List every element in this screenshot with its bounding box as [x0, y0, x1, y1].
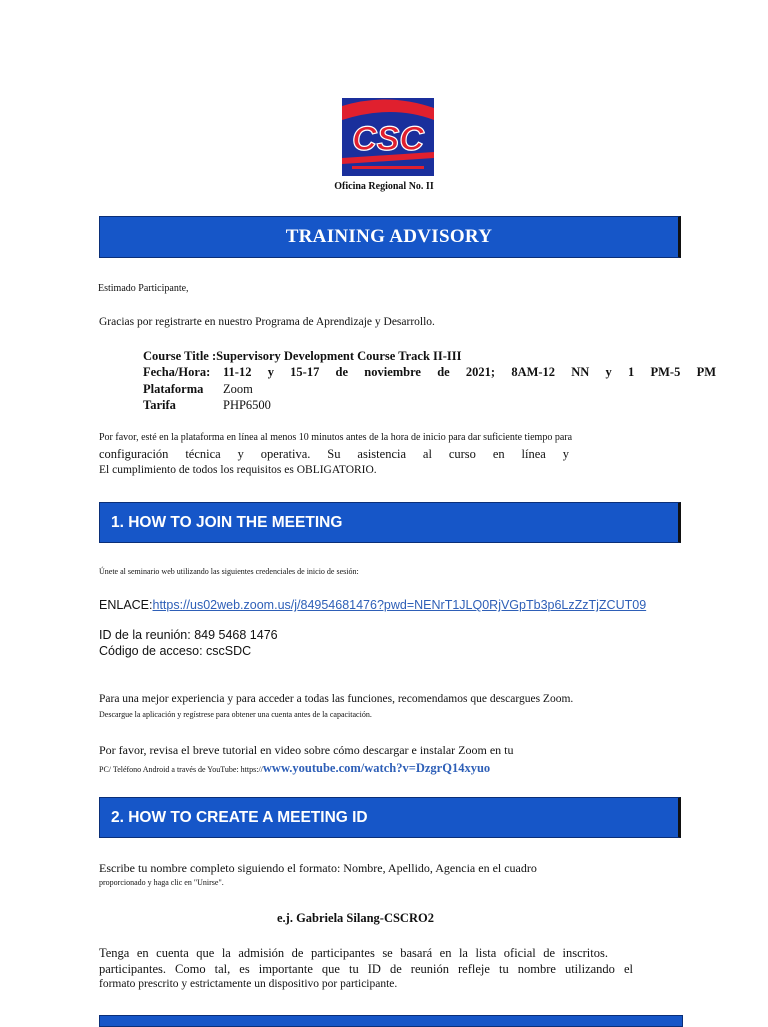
course-title-label: Course Title : [143, 349, 217, 363]
name-format-text: Escribe tu nombre completo siguiendo el formato: Nombre, Apellido, Agencia en el cuadro [99, 861, 537, 875]
meeting-id: ID de la reunión: 849 5468 1476 [99, 628, 278, 642]
tutorial-link-prefix: PC/ Teléfono Android a través de YouTube: https:// [99, 765, 263, 774]
tutorial-text: Por favor, revisa el breve tutorial en video sobre cómo descargar e instalar Zoom en tu [99, 743, 514, 757]
meeting-passcode: Código de acceso: cscSDC [99, 644, 252, 658]
course-platform-value: Zoom [223, 382, 253, 396]
next-section-banner [99, 1015, 683, 1027]
zoom-meeting-link[interactable]: https://us02web.zoom.us/j/84954681476?pwd=NENrT1JLQ0RjVGpTb3p6LzZzTjZCUT09 [152, 598, 647, 612]
course-date-row [143, 365, 716, 382]
course-fee-row [143, 398, 716, 414]
course-date-value: 11-12 y 15-17 de noviembre de 2021; 8AM-12 NN y 1 PM-5 PM [223, 365, 716, 379]
notice-line-2: configuración técnica y operativa. Su asistencia al curso en línea y [99, 447, 569, 461]
admission-note-3: formato prescrito y estrictamente un dispositivo por participante. [99, 978, 398, 990]
course-fee-label: Tarifa [143, 398, 176, 412]
course-date-label: Fecha/Hora: [143, 365, 211, 379]
csc-logo [342, 98, 434, 176]
thanks-text: Gracias por registrarte en nuestro Programa de Aprendizaje y Desarrollo. [99, 316, 435, 328]
join-instruction: Únete al seminario web utilizando las siguientes credenciales de inicio de sesión: [99, 567, 359, 576]
svg-text:CSC: CSC [352, 120, 424, 158]
course-platform-label: Plataforma [143, 382, 204, 396]
course-details [143, 349, 716, 414]
download-recommendation: Para una mejor experiencia y para acceder a todas las funciones, recomendamos que descargues Zoom. [99, 693, 574, 705]
admission-note-1: Tenga en cuenta que la admisión de participantes se basará en la lista oficial de inscritos. [99, 946, 608, 960]
admission-note-2: participantes. Como tal, es importante que tu ID de reunión refleje tu nombre utilizando el [99, 962, 633, 976]
course-title-value: Supervisory Development Course Track II-III [216, 349, 462, 363]
course-fee-value: PHP6500 [223, 398, 271, 412]
notice-line-1: Por favor, esté en la plataforma en línea al menos 10 minutos antes de la hora de inicio para dar suficiente tiempo para [99, 432, 573, 443]
course-title-row [143, 349, 716, 365]
youtube-tutorial-link[interactable]: www.youtube.com/watch?v=DzgrQ14xyuo [262, 761, 491, 775]
section-join-heading: 1. HOW TO JOIN THE MEETING [99, 502, 681, 543]
download-instruction: Descargue la aplicación y regístrese para obtener una cuenta antes de la capacitación. [99, 710, 372, 719]
course-platform-row [143, 382, 716, 398]
csc-logo-icon [342, 98, 434, 176]
page-title: TRAINING ADVISORY [99, 216, 681, 258]
section-create-id-heading: 2. HOW TO CREATE A MEETING ID [99, 797, 681, 838]
zoom-link-line [99, 598, 646, 612]
office-name: Oficina Regional No. II [334, 181, 434, 192]
zoom-link-label: ENLACE: [99, 598, 153, 612]
name-format-text-2: proporcionado y haga clic en "Unirse". [99, 878, 224, 887]
tutorial-link-line [99, 759, 490, 777]
notice-line-3: El cumplimiento de todos los requisitos es OBLIGATORIO. [99, 464, 377, 476]
greeting: Estimado Participante, [98, 283, 189, 294]
name-example: e.j. Gabriela Silang-CSCRO2 [277, 911, 434, 925]
